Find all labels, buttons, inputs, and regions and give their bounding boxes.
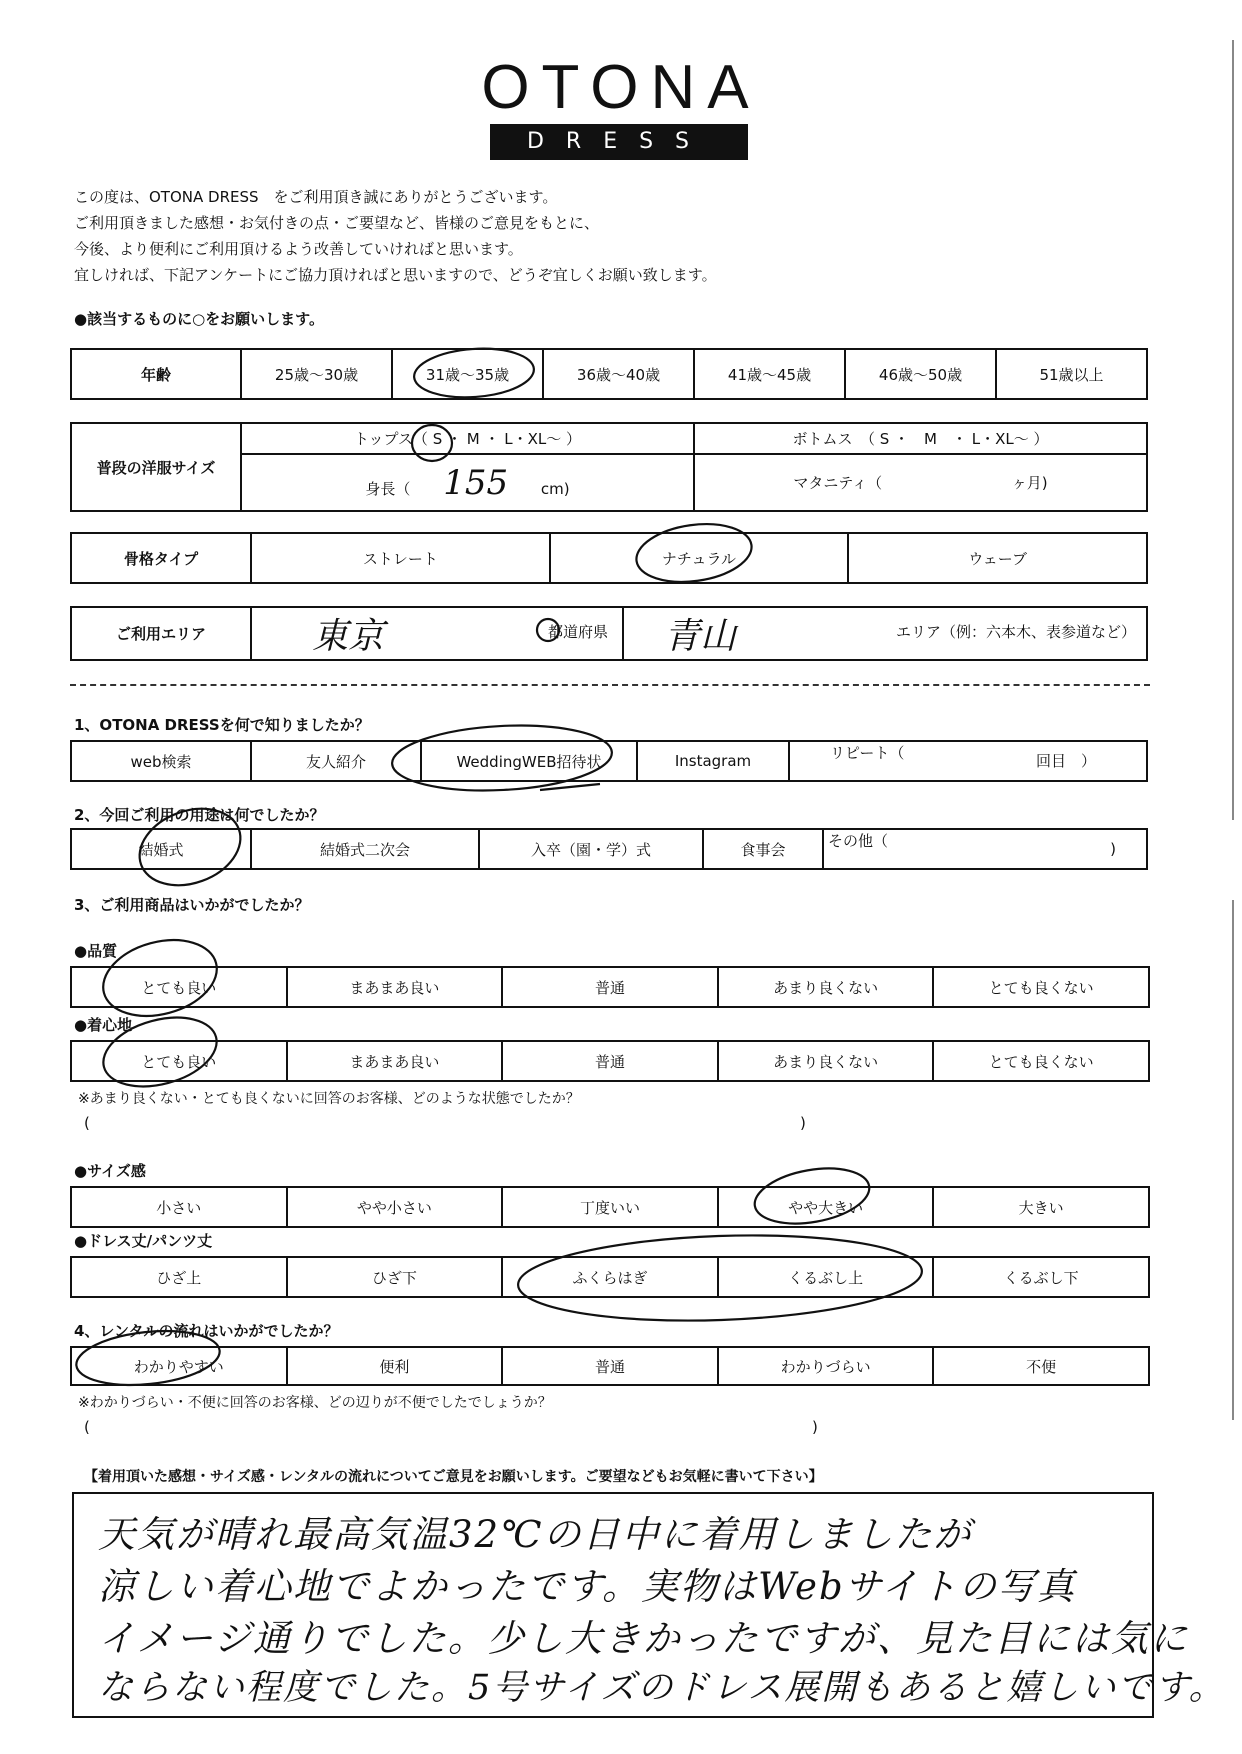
size-feel-option[interactable]: 小さい [71,1187,287,1227]
q1-option[interactable]: Instagram [637,741,789,781]
height-value: 155 [443,462,509,503]
maternity-label: マタニティ（ [793,474,883,493]
bottoms-size[interactable]: ボトムス （ S ・ M ・ L・XL～ ） [694,423,1147,454]
size-feel-table [70,1186,1150,1228]
maternity-unit: ヶ月) [1011,474,1048,493]
quality-label: ●品質 [74,942,118,960]
other-label: その他（ [828,832,889,850]
q4-paren-open: ( [84,1418,90,1436]
q2-option[interactable]: 入卒（園・学）式 [479,829,703,869]
comment-line: イメージ通りでした。少し大きかったですが、見た目には気に [98,1617,1189,1660]
quality-option[interactable]: 普通 [502,967,718,1007]
other-close: ) [1110,840,1116,858]
scan-edge [1232,900,1234,1420]
length-option[interactable]: くるぶし下 [933,1257,1149,1297]
age-label: 年齢 [71,349,241,399]
length-label: ●ドレス丈/パンツ丈 [74,1232,213,1250]
comment-line: 涼しい着心地でよかったです。実物はWebサイトの写真 [98,1565,1077,1608]
q4-note: ※わかりづらい・不便に回答のお客様、どの辺りが不便でしたでしょうか？ [78,1395,552,1411]
q1-option[interactable]: web検索 [71,741,251,781]
q1-option-selected[interactable]: WeddingWEB招待状 [421,741,637,781]
comments-header: 【着用頂いた感想・サイズ感・レンタルの流れについてご意見をお願いします。ご要望などもお気軽に書いて下さい】 [84,1469,823,1485]
intro-line: 宜しければ、下記アンケートにご協力頂ければと思いますので、どうぞ宜しくお願い致します。 [74,266,717,284]
q4-option[interactable]: 便利 [287,1347,503,1385]
q3-paren-close: ) [800,1114,806,1132]
quality-option-selected[interactable]: とても良い [71,967,287,1007]
quality-option[interactable]: あまり良くない [718,967,934,1007]
size-label: 普段の洋服サイズ [71,423,241,511]
q4-table [70,1346,1150,1386]
q1-option[interactable]: 友人紹介 [251,741,421,781]
comment-line: 天気が晴れ最高気温32℃の日中に着用しましたが [98,1513,973,1556]
maternity-field[interactable] [694,454,1147,511]
divider [70,684,1150,686]
length-table [70,1256,1150,1298]
otona-logo: OTONA [481,53,761,122]
comfort-option[interactable]: 普通 [502,1041,718,1081]
q4-paren-close: ) [812,1418,818,1436]
q4-option-selected[interactable]: わかりやすい [71,1347,287,1385]
age-option[interactable]: 36歳～40歳 [543,349,694,399]
instruction: ●該当するものに○をお願いします。 [74,310,324,328]
q1-title: 1、OTONA DRESSを何で知りましたか？ [74,716,370,734]
repeat-suffix: 回目 ） [1035,752,1096,770]
prefecture-field[interactable] [251,607,623,660]
q2-title: 2、今回ご利用の用途は何でしたか？ [74,806,325,824]
q2-table [70,828,1148,870]
repeat-label: リピート（ [830,744,905,762]
intro-line: ご利用頂きました感想・お気付きの点・ご要望など、皆様のご意見をもとに、 [74,214,600,232]
height-unit: cm) [540,479,570,498]
q4-option[interactable]: 不便 [933,1347,1149,1385]
q4-option[interactable]: 普通 [502,1347,718,1385]
size-feel-label: ●サイズ感 [74,1162,146,1180]
q2-option-selected[interactable]: 結婚式 [71,829,251,869]
comfort-option-selected[interactable]: とても良い [71,1041,287,1081]
q3-paren-open: ( [84,1114,90,1132]
dress-logo-bar: DRESS [490,124,748,160]
height-field[interactable] [241,454,694,511]
size-feel-option[interactable]: 丁度いい [502,1187,718,1227]
quality-option[interactable]: まあまあ良い [287,967,503,1007]
body-type-option-selected[interactable]: ナチュラル [550,533,849,583]
age-option[interactable]: 51歳以上 [996,349,1147,399]
comments-box[interactable] [72,1492,1226,1718]
comfort-option[interactable]: まあまあ良い [287,1041,503,1081]
size-feel-option[interactable]: やや小さい [287,1187,503,1227]
q1-table [70,740,1148,782]
comfort-option[interactable]: あまり良くない [718,1041,934,1081]
age-table [70,348,1148,400]
age-option[interactable]: 25歳～30歳 [241,349,392,399]
intro-line: この度は、OTONA DRESS をご利用頂き誠にありがとうございます。 [74,188,558,206]
comfort-label: ●着心地 [74,1016,133,1034]
size-feel-option-selected[interactable]: やや大きい [718,1187,934,1227]
prefecture-value: 東京 [312,616,385,657]
length-option[interactable]: ひざ上 [71,1257,287,1297]
body-type-option[interactable]: ウェーブ [848,533,1147,583]
q2-option[interactable]: 食事会 [703,829,823,869]
q4-title: 4、レンタルの流れはいかがでしたか？ [74,1322,339,1340]
q3-note: ※あまり良くない・とても良くないに回答のお客様、どのような状態でしたか？ [78,1091,580,1107]
scan-edge [1232,40,1234,820]
prefecture-suffix: 都道府県 [547,623,608,641]
q4-option[interactable]: わかりづらい [718,1347,934,1385]
comment-line: ならない程度でした。5号サイズのドレス展開もあると嬉しいです。 [98,1668,1226,1708]
body-type-label: 骨格タイプ [71,533,251,583]
comfort-option[interactable]: とても良くない [933,1041,1149,1081]
area-value: 青山 [664,616,737,657]
length-option-selected[interactable]: くるぶし上 [718,1257,934,1297]
clothing-size-table [70,422,1148,512]
q2-option[interactable]: 結婚式二次会 [251,829,479,869]
q2-other[interactable] [823,829,1147,869]
tops-size[interactable]: トップス（ S ・ M ・ L・XL～ ） [241,423,694,454]
comfort-table [70,1040,1150,1082]
area-field[interactable] [623,607,1147,660]
age-option[interactable]: 46歳～50歳 [845,349,996,399]
q1-repeat[interactable] [789,741,1147,781]
length-option[interactable]: ひざ下 [287,1257,503,1297]
q3-title: 3、ご利用商品はいかがでしたか？ [74,896,310,914]
size-feel-option[interactable]: 大きい [933,1187,1149,1227]
age-option-selected[interactable]: 31歳～35歳 [392,349,543,399]
length-option-selected[interactable]: ふくらはぎ [502,1257,718,1297]
tail-wedding-web [540,784,600,790]
height-label: 身長（ [365,479,411,498]
body-type-option[interactable]: ストレート [251,533,550,583]
intro-line: 今後、より便利にご利用頂けるよう改善していければと思います。 [74,240,523,258]
quality-option[interactable]: とても良くない [933,967,1149,1007]
area-hint: エリア（例：六本木、表参道など） [895,623,1136,641]
area-table [70,606,1148,661]
quality-table [70,966,1150,1008]
age-option[interactable]: 41歳～45歳 [694,349,845,399]
body-type-table [70,532,1148,584]
area-label: ご利用エリア [71,607,251,660]
intro-text [74,184,717,288]
